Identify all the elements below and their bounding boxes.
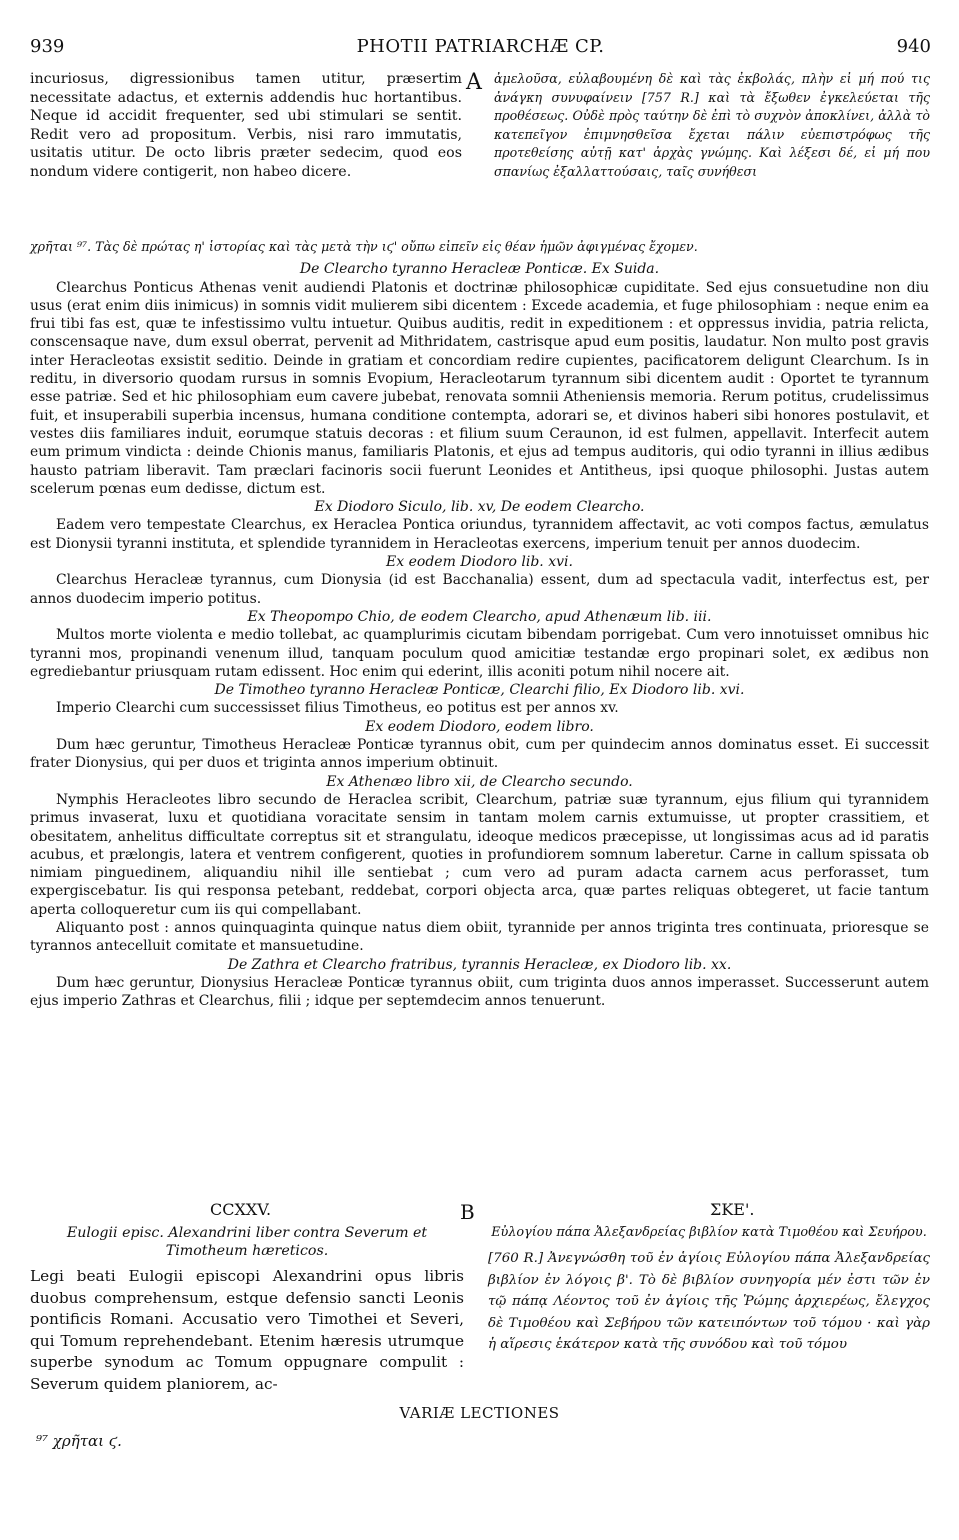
paragraph-aliquanto: Aliquanto post : annos quinquaginta quinque natus diem obiit, tyrannide per annos triginta tres continuata, prioresque se tyrannos antecelluit comitate et mansuetudine. — [30, 919, 929, 955]
column-marker-b: B — [460, 1200, 475, 1224]
top-greek-column — [494, 70, 930, 182]
top-latin-column — [30, 70, 462, 182]
section-title-greek: Εὐλογίου πάπα Ἀλεξανδρείας βιβλίον κατὰ Τιμοθέου καὶ Σευήρου. — [491, 1225, 927, 1240]
section-greek-column — [488, 1224, 930, 1356]
main-text — [30, 238, 929, 1010]
top-greek-text: ἀμελοῦσα, εὐλαβουμένη δὲ καὶ τὰς ἐκβολάς, πλὴν εἰ μή πού τις ἀνάγκη συνυφαίνειν [757 R.] καὶ τὰ ἔξωθεν ἐγκελεύεται τῆς προθέσεως. Οὐδὲ πρὸς ταύτην δὲ ἐπὶ τὸ συχνὸν ἀποκλίνει, ἀλλὰ τὸ κατεπεῖγον ἐπιμνησθεῖσα ἔχεται πάλιν εὐεπιστρόφως τῆς προτεθείσης αὐτῇ κατ' ἀρχὰς γνώμης. Καὶ λέξεσι δέ, εἰ μή που σπανίως ἐξαλλαττούσαις, ταῖς συνήθεσι — [494, 71, 930, 179]
section-text-greek: [760 R.] Ἀνεγνώσθη τοῦ ἐν ἁγίοις Εὐλογίου πάπα Ἀλεξανδρείας βιβλίον ἐν λόγοις β'. Τὸ δὲ βιβλίον συνηγορία μέν ἐστι τῶν ἐν τῷ πάπᾳ Λέοντος τοῦ ἐν ἁγίοις τῆς Ῥώμης ἀρχιερέως, ἔλεγχος δὲ Τιμοθέου καὶ Σεβήρου τῶν κατειπόντων τοῦ τόμου · καὶ γὰρ ἡ αἵρεσις ἑκάτερον κατὰ τῆς συνόδου καὶ τοῦ τόμου — [488, 1251, 930, 1353]
paragraph-suida: Clearchus Ponticus Athenas venit audiendi Platonis et doctrinæ philosophicæ cupiditate. Sed ejus consuetudine non diu usus (erat enim diis inimicus) in somnis vidit mulierem sibi dicentem : Excede academia, et fuge philosophiam : neque enim ea frui tibi fas est, quæ te infestissimo vultu intuetur. Quibus auditis, redit in expeditionem : et oppressus invidia, patria relicta, conscensaque nave, dum exsul oberrat, pervenit ad Mithridatem, castrisque apud eum positis, laudatur. Non multo post gravis inter Heracleotas exsistit seditio. Deinde in gratiam et concordiam redire cupientes, pacificatorem deligunt Clearchum. Is in reditu, in diversorio quodam rursus in somnis Evopium, Heracleotarum tyrannum sibi dicentem audit : Oportet te tyrannum esse patriæ. Sed et hic philosophiam eum cavere jubebat, renovata somnii Atheniensis memoria. Rerum potitus, crudelissimus fuit, et insuperabili superbia incensus, humana conditione contempta, adorari se, et divinos haberi sibi honores postulavit, et vestes diis familiares induit, eorumque statuis decoras : et filium suum Ceraunon, id est fulmen, appellavit. Interfecit autem eum primum vindicta : deinde Chionis manus, familiaris Platonis, et ejus ad tempus auditoris, qui odio tyranni in illius ædibus hausto patriam liberavit. Tam præclari facinoris socii fuerunt Leonides et Antitheus, ipsi quoque philosophi. Justas autem scelerum pœnas eum dedisse, dictum est. — [30, 279, 929, 497]
paragraph-theopompus: Multos morte violenta e medio tollebat, ac quamplurimis cicutam bibendam porrigebat. Cum vero innotuisset omnibus hic tyranni mos, propinandi venenum illud, tanquam poculum quod amicitiæ testandæ ergo propinari solet, ex ædibus non egrediebantur priusquam rutam edissent. Hoc enim qui ederint, illis aconiti potum nihil nocere ait. — [30, 627, 929, 680]
footnote: ⁹⁷ χρῆται ϛ. — [36, 1432, 122, 1450]
section-title-latin: Eulogii episc. Alexandrini liber contra Severum et Timotheum hæreticos. — [66, 1225, 428, 1259]
section-text-latin: Legi beati Eulogii episcopi Alexandrini opus libris duobus comprehensum, estque defensio sancti Leonis pontificis Romani. Accusatio vero Timothei et Severi, qui Tomum reprehendebant. Etenim hæresis utrumque superbe synodum ac Tomum oppugnare compulit : Severum quidem planiorem, ac- — [30, 1267, 464, 1393]
section-latin-column — [30, 1224, 464, 1396]
paragraph-athenaeus: Nymphis Heracleotes libro secundo de Heraclea scribit, Clearchum, patriæ suæ tyrannum, ejus filium qui tyrannidem primus invaserat, luxu et quotidiana voracitate sensim in tantam molem carnis extumuisse, ut propter crassitiem, et obesitatem, anhelitus difficultate correptus sit et strangulatu, ideoque medicos præcepisse, ut longissimas acus ad id paratis acubus, et prælongis, latera et ventrem configerent, quoties in profundiorem somnum laberetur. Carne in callum spissata ob nimiam pinguedinem, aliquandiu nihil ille sentiebat ; cum vero ad puram adacta carnem acus perforasset, tum expergiscebatur. Iis qui responsa petebant, reddebat, corpori objecta arca, quæ partes reliquas obtegeret, ut facie tantum aperta colloqueretur cum iis qui compellabant. — [30, 791, 929, 918]
heading-diodorus-xvi: Ex eodem Diodoro lib. xvi. — [386, 554, 573, 571]
heading-diodorus-same: Ex eodem Diodoro, eodem libro. — [365, 718, 594, 735]
heading-zathra: De Zathra et Clearcho fratribus, tyrannis Heracleæ, ex Diodoro lib. xx. — [227, 956, 732, 973]
heading-timotheus: De Timotheo tyranno Heracleæ Ponticæ, Clearchi filio, Ex Diodoro lib. xvi. — [214, 682, 745, 699]
section-numbers — [30, 1200, 929, 1222]
paragraph-timotheus: Imperio Clearchi cum successisset filius Timotheus, eo potitus est per annos xv. — [56, 700, 619, 717]
column-marker-a: A — [466, 70, 482, 95]
heading-theopompus: Ex Theopompo Chio, de eodem Clearcho, apud Athenæum lib. iii. — [247, 608, 712, 625]
variae-lectiones-heading: VARIÆ LECTIONES — [399, 1404, 560, 1422]
top-latin-text: incuriosus, digressionibus tamen utitur, præsertim necessitate adactus, et externis addendis huc hortantibus. Neque id accidit frequenter, sed ubi stimulari se sentit. Redit vero ad propositum. Verbis, nisi raro immutatis, usitatis utitur. De octo libris præter sedecim, quod eos nondum videre contigerit, non habeo dicere. — [30, 71, 462, 180]
heading-athenaeus: Ex Athenæo libro xii, de Clearcho secundo. — [326, 773, 633, 790]
heading-diodorus-xv: Ex Diodoro Siculo, lib. xv, De eodem Clearcho. — [314, 499, 645, 516]
page-number-left: 939 — [30, 36, 65, 57]
section-number-greek: ΣΚΕ'. — [710, 1200, 755, 1219]
running-title: PHOTII PATRIARCHÆ CP. — [356, 36, 605, 57]
paragraph-diodorus-xv: Eadem vero tempestate Clearchus, ex Heraclea Pontica oriundus, tyrannidem affectavit, ac voti compos factus, æmulatus est Dionysii tyranni instituta, et splendide tyrannidem in Heracleotas exercens, imperium tenuit per annos duodecim. — [30, 517, 929, 552]
paragraph-diodorus-xvi: Clearchus Heracleæ tyrannus, cum Dionysia (id est Bacchanalia) essent, dum ad spectacula vadit, interfectus est, per annos duodecim imperio potitus. — [30, 572, 929, 607]
greek-continuation: χρῆται ⁹⁷. Τὰς δὲ πρώτας η' ἱστορίας καὶ τὰς μετὰ τὴν ιϛ' οὔπω εἰπεῖν εἰς θέαν ἡμῶν ἀφιγμένας ἔχομεν. — [30, 239, 698, 254]
paragraph-diodorus-same: Dum hæc geruntur, Timotheus Heracleæ Ponticæ tyrannus obit, cum per quindecim annos dominatus esset. Ei successit frater Dionysius, qui per duos et triginta annos imperium obtinuit. — [30, 737, 929, 772]
page-number-right: 940 — [896, 36, 931, 57]
paragraph-zathra: Dum hæc geruntur, Dionysius Heracleæ Ponticæ tyrannus obiit, cum triginta duos annos imperasset. Successerunt autem ejus imperio Zathras et Clearchus, filii ; idque per septemdecim annos tenuerunt. — [30, 974, 929, 1010]
heading-suida: De Clearcho tyranno Heracleæ Ponticæ. Ex Suida. — [299, 261, 660, 278]
running-header — [30, 36, 931, 62]
section-number-latin: CCXXV. — [210, 1200, 272, 1219]
